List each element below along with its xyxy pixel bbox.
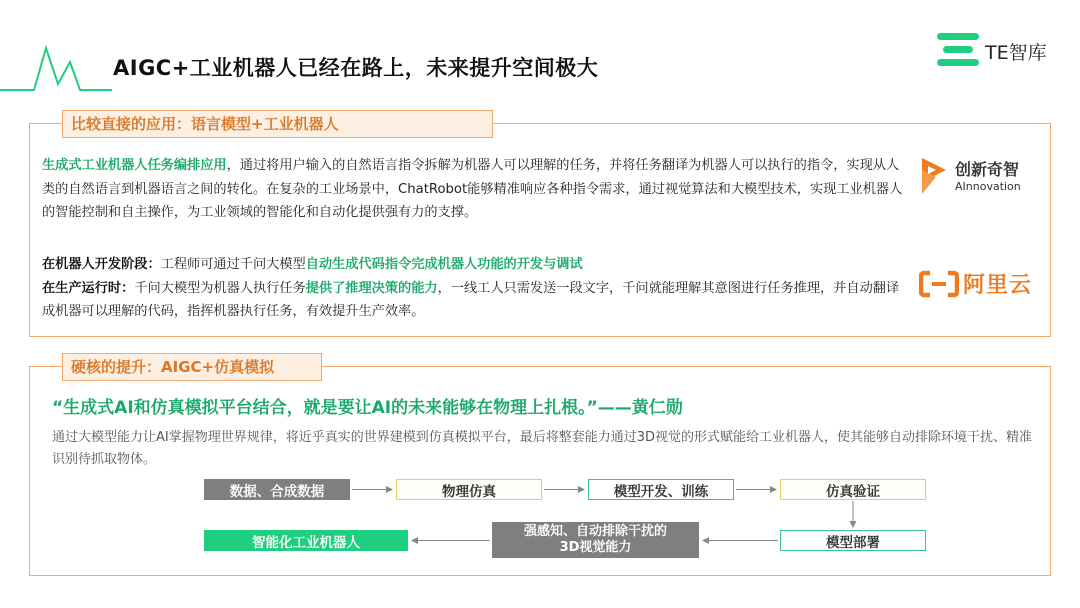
jensen-quote: “生成式AI和仿真模拟平台结合，就是要让AI的未来能够在物理上扎根。”——黄仁勋 [52,398,683,418]
flow-node-3d-vision-line1: 强感知、自动排除干扰的 [523,524,667,539]
ainnovation-sub: AInnovation [955,180,1021,193]
page-title: AIGC+工业机器人已经在路上，未来提升空间极大 [113,56,599,80]
flow-node-physics-sim: 物理仿真 [396,479,542,500]
section-language-model-title: 比较直接的应用：语言模型+工业机器人 [62,110,493,138]
runtime-label: 在生产运行时： [42,280,135,296]
dev-stage-label: 在机器人开发阶段： [42,257,161,272]
flow-node-3d-vision-line2: 3D视觉能力 [559,540,632,555]
flow-node-model-deploy: 模型部署 [780,530,926,551]
runtime-text-a: 千问大模型为机器人执行任务 [134,280,306,296]
flow-node-3d-vision [492,522,699,558]
dev-stage-text: 工程师可通过千问大模型 [160,257,306,272]
runtime-text-b: ，一线工人只需发送一段文字，千问就能理解其意图进行任务推理，并自动翻译成机器可以理解的代码，指挥机器执行任务，有效提升生产效率。 [42,280,900,319]
flow-node-model-training: 模型开发、训练 [588,479,734,500]
aliyun-name: 阿里云 [963,273,1033,298]
logo-text: TE智库 [985,42,1047,64]
dev-stage-highlight: 自动生成代码指令完成机器人功能的开发与调试 [305,257,583,272]
runtime-highlight: 提供了推理决策的能力 [305,280,438,296]
simulation-description: 通过大模型能力让AI掌握物理世界规律，将近乎真实的世界建模到仿真模拟平台，最后将整套能力通过3D视觉的形式赋能给工业机器人，使其能够自动排除环境干扰、精准识别待抓取物体。 [52,430,1033,467]
task-orchestration-highlight: 生成式工业机器人任务编排应用 [42,158,227,173]
ainnovation-name: 创新奇智 [955,160,1020,179]
section-simulation-title: 硬核的提升：AIGC+仿真模拟 [62,353,322,381]
flow-node-data: 数据、合成数据 [204,479,350,500]
task-orchestration-text: ，通过将用户输入的自然语言指令拆解为机器人可以理解的任务，并将任务翻译为机器人可以执行的指令，实现从人类的自然语言到机器语言之间的转化。在复杂的工业场景中，ChatRobot能够精准响应各种指令需求，通过视觉算法和大模型技术，实现工业机器人的智能控制和自主操作，为工业领域的智能化和自动化提供强有力的支撑。 [42,158,903,220]
flow-node-sim-validation: 仿真验证 [780,479,926,500]
flow-node-smart-robot: 智能化工业机器人 [204,530,408,551]
